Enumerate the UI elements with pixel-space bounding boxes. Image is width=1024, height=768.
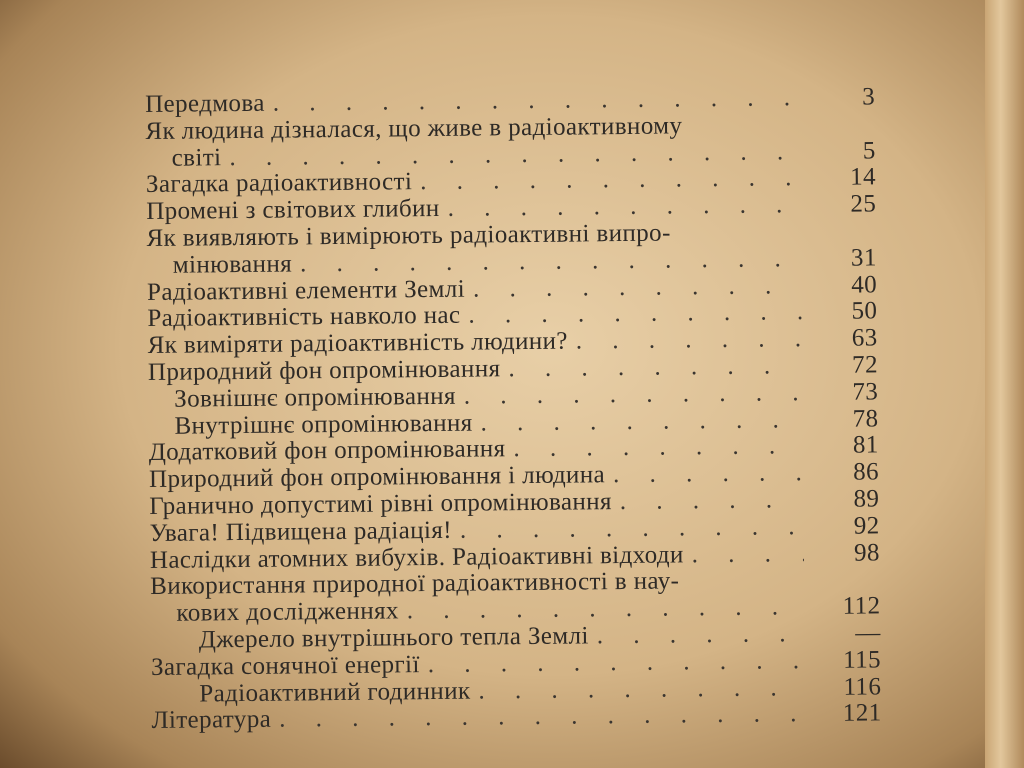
toc-page-number: — xyxy=(855,619,881,647)
table-of-contents xyxy=(145,84,882,735)
toc-leader-dots xyxy=(473,273,801,303)
toc-page-number: 50 xyxy=(851,297,878,325)
toc-page-number: 5 xyxy=(862,136,876,165)
toc-page-number: 40 xyxy=(851,270,878,299)
toc-page-number: 116 xyxy=(843,672,882,701)
toc-leader-dots xyxy=(613,460,803,489)
toc-page-number: 73 xyxy=(852,378,879,406)
toc-title: Використання природної радіоактивності в нау- xyxy=(150,567,680,601)
toc-leader-dots xyxy=(508,353,802,383)
toc-leader-dots xyxy=(468,300,801,330)
toc-title: Внутрішнє опромінювання xyxy=(174,409,473,440)
toc-page-number: 78 xyxy=(852,404,879,433)
toc-leader-dots xyxy=(464,380,803,410)
toc-title: Загадка сонячної енергії xyxy=(150,650,420,681)
toc-leader-dots xyxy=(460,514,804,544)
toc-leader-dots xyxy=(447,192,800,222)
toc-leader-dots xyxy=(428,648,806,679)
toc-page-number: 3 xyxy=(862,83,876,111)
toc-title: Радіоактивність навколо нас xyxy=(147,302,461,333)
toc-title: Як виявляють і вимірюють радіоактивні випро- xyxy=(146,219,671,252)
toc-page-number: 98 xyxy=(853,538,881,567)
toc-title: Зовнішнє опромінювання xyxy=(174,382,456,413)
toc-leader-dots xyxy=(597,621,805,650)
toc-leader-dots xyxy=(692,541,804,569)
toc-title: Радіоактивний годинник xyxy=(199,677,471,707)
toc-page-number: 112 xyxy=(842,592,881,620)
toc-leader-dots xyxy=(513,433,803,463)
toc-title: Загадка радіоактивності xyxy=(145,168,413,199)
toc-title: Як людина дізналася, що живе в радіоактивному xyxy=(145,112,683,145)
toc-title: Література xyxy=(151,706,272,735)
toc-page-number: 92 xyxy=(853,512,880,540)
toc-title: Природний фон опромінювання і людина xyxy=(148,461,606,494)
toc-title: Наслідки атомних вибухів. Радіоактивні відходи xyxy=(149,540,684,574)
book-page-edge xyxy=(985,0,1024,768)
toc-title: Додатковий фон опромінювання xyxy=(148,435,506,467)
toc-title: світі xyxy=(171,143,222,172)
toc-page-number: 31 xyxy=(850,244,877,272)
toc-title: Природний фон опромінювання xyxy=(147,355,501,386)
toc-leader-dots xyxy=(273,85,800,117)
toc-page-number: 121 xyxy=(842,699,882,728)
toc-title: мінювання xyxy=(172,250,293,279)
toc-title: Передмова xyxy=(144,89,265,118)
toc-title: Джерело внутрішнього тепла Землі xyxy=(198,622,589,654)
toc-leader-dots xyxy=(420,166,800,197)
toc-title: Промені з світових глибин xyxy=(146,195,440,226)
toc-page-number: 86 xyxy=(853,458,880,486)
toc-page-number: 81 xyxy=(852,431,879,459)
toc-title: Як виміряти радіоактивність людини? xyxy=(147,327,568,360)
toc-title: Увага! Підвищена радіація! xyxy=(149,516,453,547)
toc-title: Гранично допустимі рівні опромінювання xyxy=(149,488,612,520)
toc-leader-dots xyxy=(279,701,806,733)
toc-page-number: 89 xyxy=(853,485,880,513)
toc-leader-dots xyxy=(478,675,805,705)
toc-page-number: 63 xyxy=(851,324,878,352)
toc-page-number: 14 xyxy=(849,163,877,192)
toc-leader-dots xyxy=(480,407,802,437)
toc-title: кових дослідженнях xyxy=(176,597,399,627)
toc-page-number: 25 xyxy=(850,190,877,218)
toc-leader-dots xyxy=(576,326,802,355)
toc-title: Радіоактивні елементи Землі xyxy=(146,275,466,306)
toc-leader-dots xyxy=(407,594,805,625)
toc-page-number: 72 xyxy=(851,351,879,379)
toc-page-number: 115 xyxy=(843,646,882,674)
toc-leader-dots xyxy=(620,487,804,516)
